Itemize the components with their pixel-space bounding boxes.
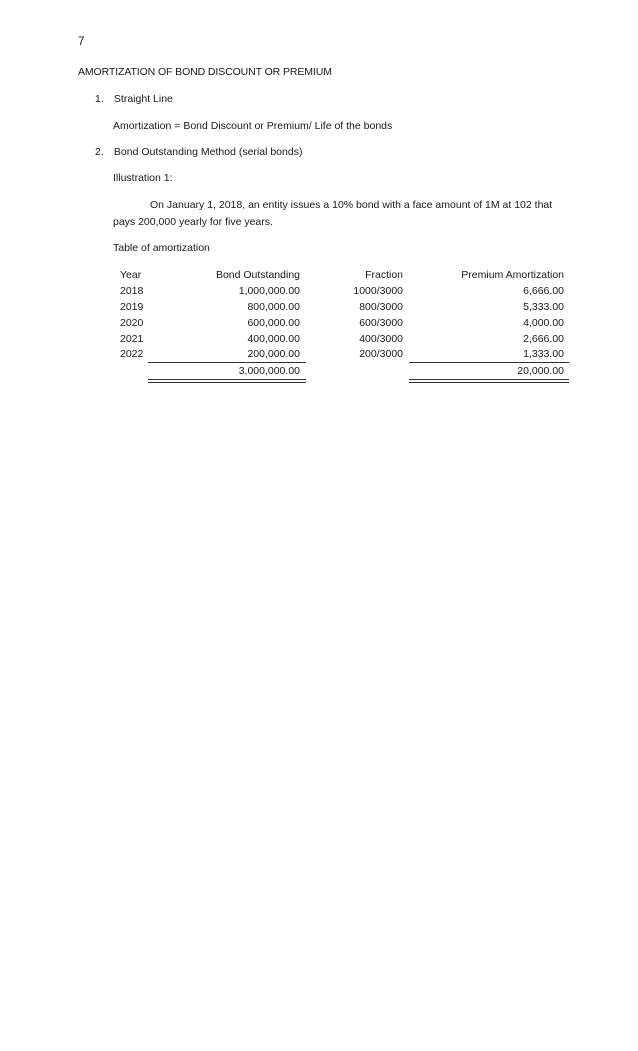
list-item-title: Bond Outstanding Method (serial bonds) (113, 146, 303, 158)
illustration-label: Illustration 1: (113, 172, 173, 184)
header-bond-outstanding: Bond Outstanding (215, 269, 300, 281)
cell-fraction: 600/3000 (359, 317, 403, 329)
header-year: Year (120, 269, 142, 281)
cell-fraction: 800/3000 (359, 301, 403, 313)
cell-bond: 200,000.00 (247, 348, 300, 360)
header-premium-amortization: Premium Amortization (461, 269, 564, 281)
cell-year: 2021 (120, 333, 144, 345)
cell-bond: 800,000.00 (247, 301, 300, 313)
cell-fraction: 1000/3000 (353, 285, 403, 297)
cell-premium: 6,666.00 (523, 285, 564, 297)
cell-fraction: 400/3000 (359, 333, 403, 345)
cell-bond: 1,000,000.00 (238, 285, 300, 297)
total-bond: 3,000,000.00 (238, 365, 300, 377)
cell-year: 2022 (120, 348, 144, 360)
amortization-formula: Amortization = Bond Discount or Premium/ Life of the bonds (113, 120, 393, 132)
subtotal-rule-bond (148, 362, 306, 363)
total-premium: 20,000.00 (517, 365, 564, 377)
cell-bond: 400,000.00 (247, 333, 300, 345)
cell-premium: 2,666.00 (523, 333, 564, 345)
subtotal-rule-premium (409, 362, 569, 363)
cell-premium: 4,000.00 (523, 317, 564, 329)
header-fraction: Fraction (365, 269, 403, 281)
cell-premium: 1,333.00 (523, 348, 564, 360)
cell-bond: 600,000.00 (247, 317, 300, 329)
cell-premium: 5,333.00 (523, 301, 564, 313)
list-item-number: 2. (95, 146, 104, 158)
list-item-straight-line (95, 93, 173, 105)
cell-fraction: 200/3000 (359, 348, 403, 360)
cell-year: 2019 (120, 301, 144, 313)
total-double-rule-premium (409, 379, 569, 383)
list-item-bond-outstanding (95, 146, 302, 158)
list-item-title: Straight Line (113, 93, 173, 105)
cell-year: 2020 (120, 317, 144, 329)
total-double-rule-bond (148, 379, 306, 383)
list-item-number: 1. (95, 93, 104, 105)
cell-year: 2018 (120, 285, 144, 297)
section-heading: AMORTIZATION OF BOND DISCOUNT OR PREMIUM (78, 66, 332, 78)
paragraph-line-2: pays 200,000 yearly for five years. (113, 216, 273, 228)
page-number: 7 (78, 36, 85, 48)
paragraph-line-1: On January 1, 2018, an entity issues a 10% bond with a face amount of 1M at 102 that (150, 199, 553, 211)
table-caption: Table of amortization (113, 242, 210, 254)
